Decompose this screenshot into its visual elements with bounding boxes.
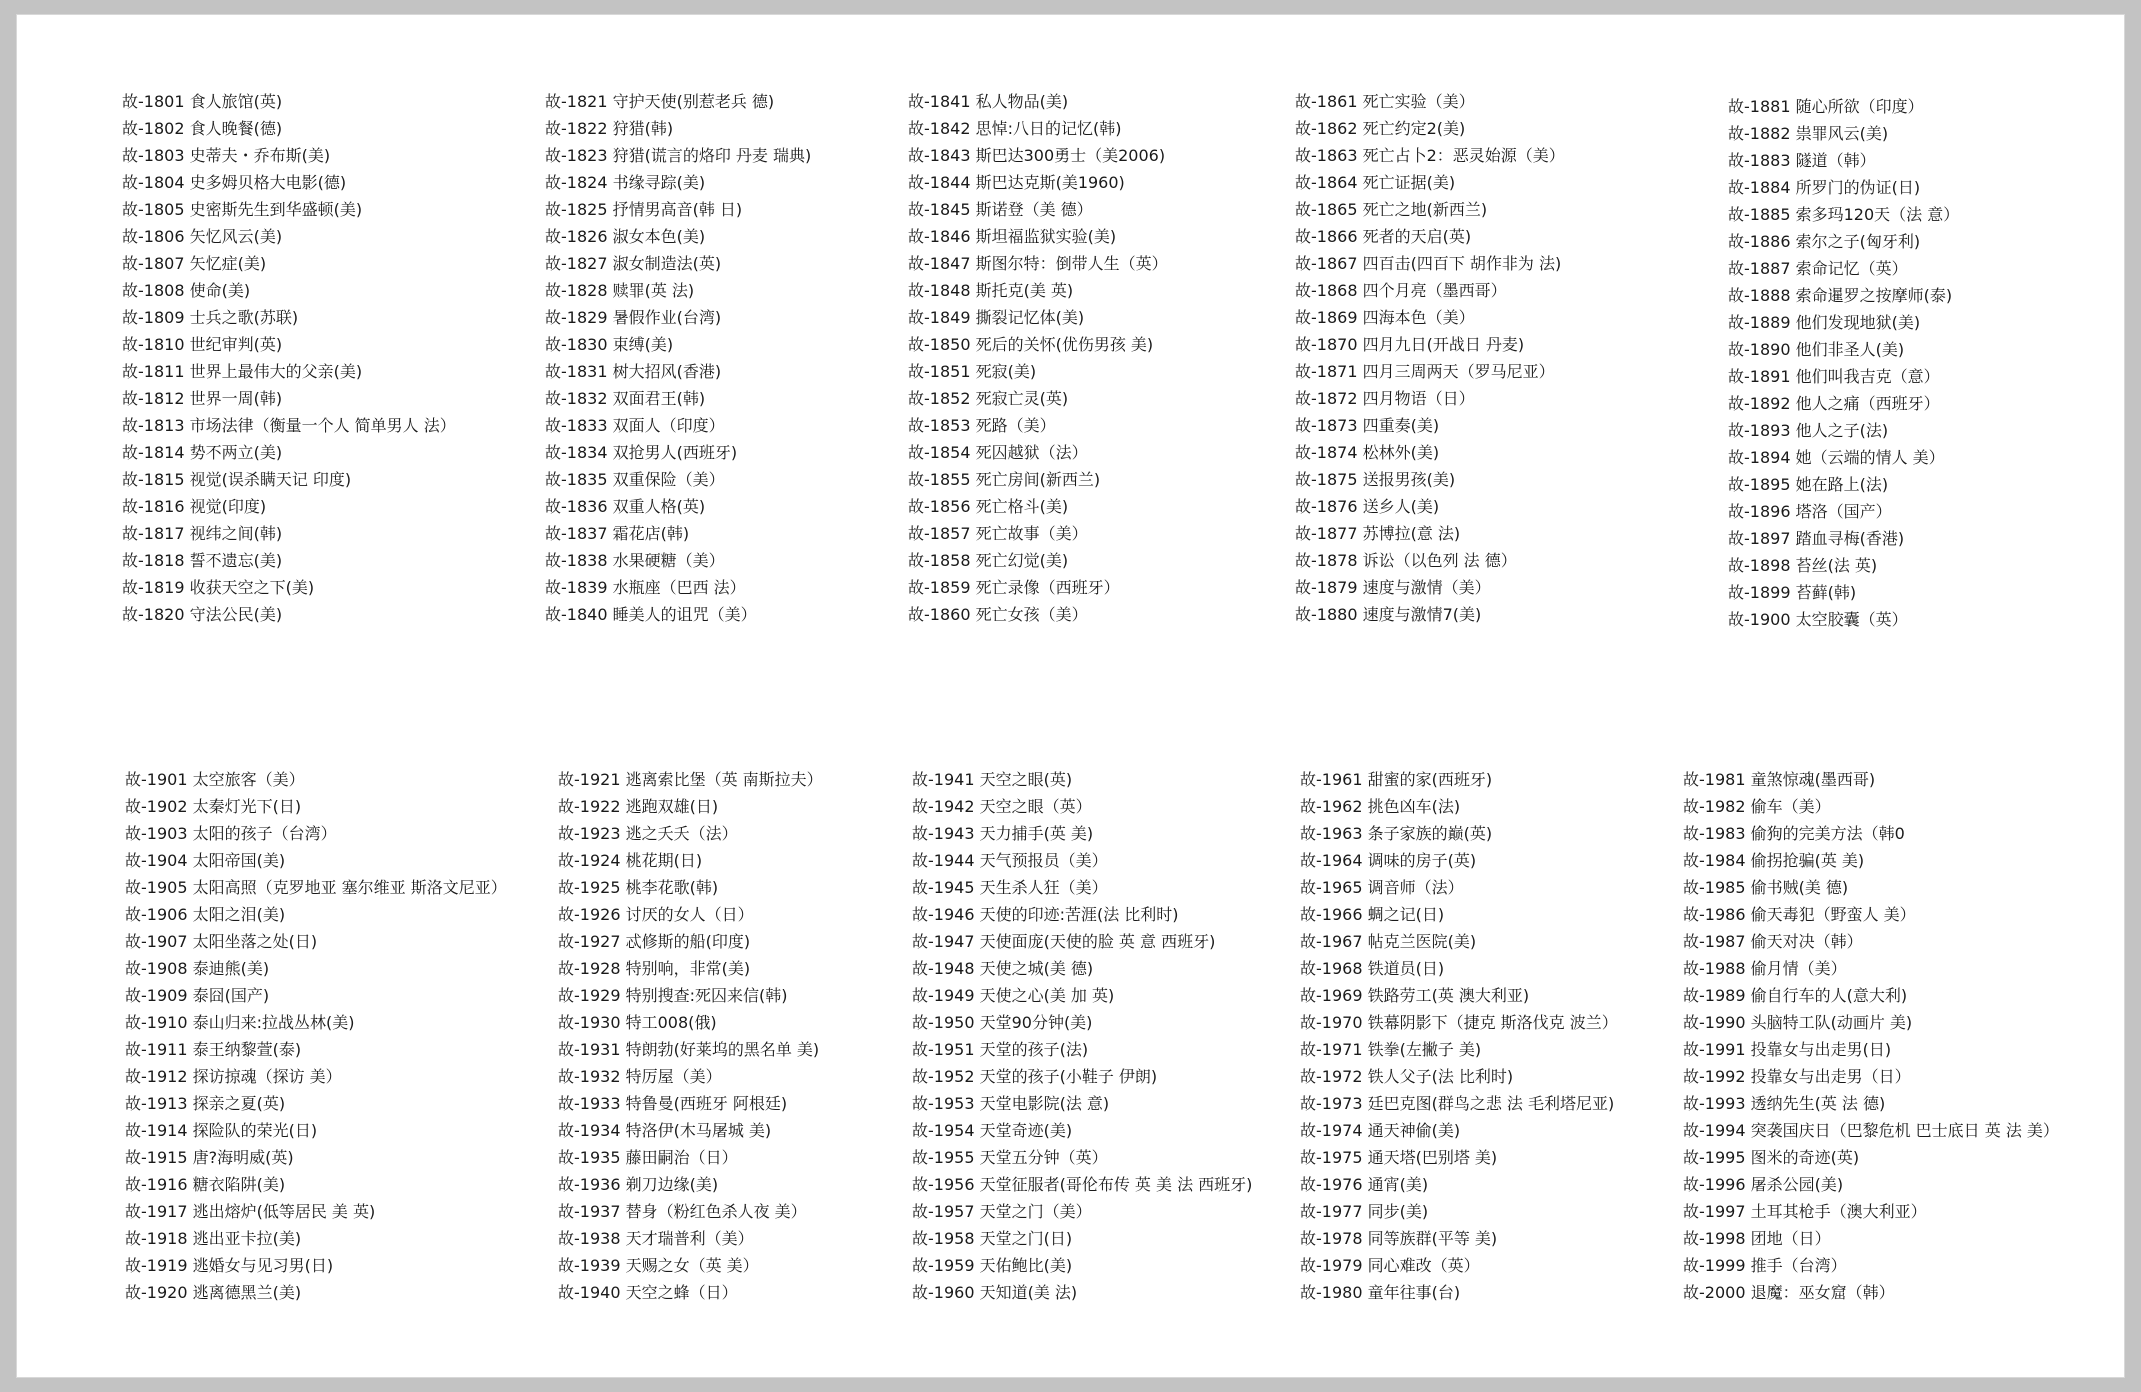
title-list-item: 故-1916 糖衣陷阱(美)	[125, 1175, 286, 1194]
title-list-item: 故-1954 天堂奇迹(美)	[912, 1121, 1073, 1140]
title-list-item: 故-1801 食人旅馆(英)	[122, 92, 283, 111]
title-list-item: 故-1972 铁人父子(法 比利时)	[1300, 1067, 1514, 1086]
title-list-item: 故-1816 视觉(印度)	[122, 497, 267, 516]
title-list-item: 故-1965 调音师（法）	[1300, 878, 1464, 897]
title-list-item: 故-1951 天堂的孩子(法)	[912, 1040, 1089, 1059]
title-list-item: 故-1861 死亡实验（美）	[1295, 92, 1475, 111]
title-list-item: 故-1863 死亡占卜2：恶灵始源（美）	[1295, 146, 1565, 165]
title-list-item: 故-1880 速度与激情7(美)	[1295, 605, 1482, 624]
title-list-item: 故-1950 天堂90分钟(美)	[912, 1013, 1093, 1032]
title-list-item: 故-1997 土耳其枪手（澳大利亚）	[1683, 1202, 1927, 1221]
title-list-item: 故-1974 通天神偷(美)	[1300, 1121, 1461, 1140]
title-list-item: 故-1895 她在路上(法)	[1728, 475, 1889, 494]
title-list-item: 故-1955 天堂五分钟（英）	[912, 1148, 1108, 1167]
title-list-item: 故-1902 太秦灯光下(日)	[125, 797, 302, 816]
title-list-item: 故-1853 死路（美）	[908, 416, 1056, 435]
title-list-item: 故-1875 送报男孩(美)	[1295, 470, 1456, 489]
title-list-column	[545, 88, 811, 628]
title-list-item: 故-1985 偷书贼(美 德)	[1683, 878, 1849, 897]
title-list-item: 故-1981 童煞惊魂(墨西哥)	[1683, 770, 1876, 789]
title-list-item: 故-1806 矢忆风云(美)	[122, 227, 283, 246]
title-list-item: 故-1991 投靠女与出走男(日)	[1683, 1040, 1892, 1059]
title-list-item: 故-1989 偷自行车的人(意大利)	[1683, 986, 1908, 1005]
title-list-item: 故-1926 讨厌的女人（日）	[558, 905, 754, 924]
title-list-item: 故-1973 廷巴克图(群鸟之悲 法 毛利塔尼亚)	[1300, 1094, 1615, 1113]
title-list-item: 故-1990 头脑特工队(动画片 美)	[1683, 1013, 1913, 1032]
title-list-column	[558, 766, 823, 1306]
title-list-item: 故-1803 史蒂夫・乔布斯(美)	[122, 146, 331, 165]
title-list-column	[912, 766, 1252, 1306]
title-list-item: 故-1845 斯诺登（美 德）	[908, 200, 1093, 219]
title-list-item: 故-1898 苔丝(法 英)	[1728, 556, 1878, 575]
title-list-item: 故-1931 特朗勃(好莱坞的黑名单 美)	[558, 1040, 820, 1059]
title-list-item: 故-1857 死亡故事（美）	[908, 524, 1088, 543]
title-list-item: 故-1910 泰山归来:拉战丛林(美)	[125, 1013, 355, 1032]
title-list-item: 故-1877 苏博拉(意 法)	[1295, 524, 1461, 543]
title-list-item: 故-1881 随心所欲（印度）	[1728, 97, 1924, 116]
title-list-item: 故-1968 铁道员(日)	[1300, 959, 1445, 978]
title-list-item: 故-1868 四个月亮（墨西哥）	[1295, 281, 1507, 300]
title-list-item: 故-1957 天堂之门（美）	[912, 1202, 1092, 1221]
title-list-item: 故-1862 死亡约定2(美)	[1295, 119, 1466, 138]
title-list-item: 故-1873 四重奏(美)	[1295, 416, 1440, 435]
title-list-item: 故-1842 思悼:八日的记忆(韩)	[908, 119, 1122, 138]
title-list-item: 故-1901 太空旅客（美）	[125, 770, 305, 789]
title-list-item: 故-1865 死亡之地(新西兰)	[1295, 200, 1488, 219]
title-list-item: 故-1836 双重人格(英)	[545, 497, 706, 516]
title-list-item: 故-1918 逃出亚卡拉(美)	[125, 1229, 302, 1248]
title-list-item: 故-1920 逃离德黑兰(美)	[125, 1283, 302, 1302]
title-list-item: 故-1940 天空之蜂（日）	[558, 1283, 738, 1302]
title-list-item: 故-1838 水果硬糖（美）	[545, 551, 725, 570]
title-list-item: 故-1812 世界一周(韩)	[122, 389, 283, 408]
title-list-item: 故-1860 死亡女孩（美）	[908, 605, 1088, 624]
title-list-item: 故-1907 太阳坐落之处(日)	[125, 932, 318, 951]
title-list-item: 故-1969 铁路劳工(英 澳大利亚)	[1300, 986, 1530, 1005]
title-list-item: 故-1827 淑女制造法(英)	[545, 254, 722, 273]
title-list-column	[1683, 766, 2059, 1306]
title-list-item: 故-1886 索尔之子(匈牙利)	[1728, 232, 1921, 251]
title-list-item: 故-1964 调味的房子(英)	[1300, 851, 1477, 870]
title-list-item: 故-1883 隧道（韩）	[1728, 151, 1876, 170]
title-list-item: 故-1936 剃刀边缘(美)	[558, 1175, 719, 1194]
title-list-item: 故-1912 探访掠魂（探访 美）	[125, 1067, 342, 1086]
title-list-item: 故-1947 天使面庞(天使的脸 英 意 西班牙)	[912, 932, 1216, 951]
title-list-item: 故-1831 树大招风(香港)	[545, 362, 722, 381]
title-list-item: 故-1963 条子家族的巅(英)	[1300, 824, 1493, 843]
title-list-item: 故-1987 偷天对决（韩）	[1683, 932, 1863, 951]
title-list-item: 故-1884 所罗门的伪证(日)	[1728, 178, 1921, 197]
title-list-item: 故-1930 特工008(俄)	[558, 1013, 717, 1032]
title-list-item: 故-1935 藤田嗣治（日）	[558, 1148, 738, 1167]
title-list-item: 故-1919 逃婚女与见习男(日)	[125, 1256, 334, 1275]
title-list-item: 故-1834 双抢男人(西班牙)	[545, 443, 738, 462]
title-list-item: 故-1942 天空之眼（英）	[912, 797, 1092, 816]
title-list-item: 故-1961 甜蜜的家(西班牙)	[1300, 770, 1493, 789]
title-list-column	[125, 766, 507, 1306]
title-list-item: 故-1874 松林外(美)	[1295, 443, 1440, 462]
title-list-item: 故-1953 天堂电影院(法 意)	[912, 1094, 1110, 1113]
title-list-item: 故-1975 通天塔(巴别塔 美)	[1300, 1148, 1498, 1167]
title-list-item: 故-1976 通宵(美)	[1300, 1175, 1429, 1194]
title-list-item: 故-1978 同等族群(平等 美)	[1300, 1229, 1498, 1248]
title-list-item: 故-1832 双面君王(韩)	[545, 389, 706, 408]
title-list-item: 故-1807 矢忆症(美)	[122, 254, 267, 273]
title-list-item: 故-1971 铁拳(左撇子 美)	[1300, 1040, 1482, 1059]
title-list-item: 故-1915 唐?海明威(英)	[125, 1148, 294, 1167]
title-list-item: 故-1894 她（云端的情人 美）	[1728, 448, 1945, 467]
title-list-item: 故-1849 撕裂记忆体(美)	[908, 308, 1085, 327]
title-list-item: 故-1928 特别响，非常(美)	[558, 959, 751, 978]
title-list-item: 故-1896 塔洛（国产）	[1728, 502, 1892, 521]
title-list-item: 故-1929 特别搜查:死囚来信(韩)	[558, 986, 788, 1005]
title-list-item: 故-1841 私人物品(美)	[908, 92, 1069, 111]
title-list-item: 故-1889 他们发现地狱(美)	[1728, 313, 1921, 332]
title-list-item: 故-1855 死亡房间(新西兰)	[908, 470, 1101, 489]
title-list-item: 故-1911 泰王纳黎萱(泰)	[125, 1040, 302, 1059]
title-list-item: 故-1847 斯图尔特：倒带人生（英）	[908, 254, 1168, 273]
title-list-item: 故-1908 泰迪熊(美)	[125, 959, 270, 978]
title-list-item: 故-1814 势不两立(美)	[122, 443, 283, 462]
title-list-item: 故-1893 他人之子(法)	[1728, 421, 1889, 440]
title-list-item: 故-1809 士兵之歌(苏联)	[122, 308, 299, 327]
title-list-item: 故-1839 水瓶座（巴西 法）	[545, 578, 746, 597]
title-list-column	[122, 88, 456, 628]
title-list-item: 故-1939 天赐之女（英 美）	[558, 1256, 759, 1275]
title-list-item: 故-1921 逃离索比堡（英 南斯拉夫）	[558, 770, 823, 789]
title-list-item: 故-1917 逃出熔炉(低等居民 美 英)	[125, 1202, 376, 1221]
title-list-item: 故-1903 太阳的孩子（台湾）	[125, 824, 337, 843]
title-list-item: 故-1885 索多玛120天（法 意）	[1728, 205, 1960, 224]
title-list-item: 故-1993 透纳先生(英 法 德)	[1683, 1094, 1886, 1113]
title-list-item: 故-1867 四百击(四百下 胡作非为 法)	[1295, 254, 1562, 273]
title-list-item: 故-1851 死寂(美)	[908, 362, 1037, 381]
title-list-item: 故-1846 斯坦福监狱实验(美)	[908, 227, 1117, 246]
title-list-item: 故-1802 食人晚餐(德)	[122, 119, 283, 138]
title-list-item: 故-1856 死亡格斗(美)	[908, 497, 1069, 516]
title-list-item: 故-1871 四月三周两天（罗马尼亚）	[1295, 362, 1555, 381]
title-list-item: 故-1905 太阳高照（克罗地亚 塞尔维亚 斯洛文尼亚）	[125, 878, 507, 897]
title-list-item: 故-1843 斯巴达300勇士（美2006)	[908, 146, 1166, 165]
title-list-item: 故-1958 天堂之门(日)	[912, 1229, 1073, 1248]
title-list-item: 故-1866 死者的天启(英)	[1295, 227, 1472, 246]
title-list-item: 故-1837 霜花店(韩)	[545, 524, 690, 543]
title-list-item: 故-1960 天知道(美 法)	[912, 1283, 1078, 1302]
title-list-item: 故-1852 死寂亡灵(英)	[908, 389, 1069, 408]
title-list-item: 故-1979 同心难改（英）	[1300, 1256, 1480, 1275]
title-list-item: 故-1938 天才瑞普利（美）	[558, 1229, 754, 1248]
title-list-item: 故-1892 他人之痛（西班牙）	[1728, 394, 1940, 413]
title-list-item: 故-1804 史多姆贝格大电影(德)	[122, 173, 347, 192]
title-list-item: 故-1815 视觉(误杀瞒天记 印度)	[122, 470, 352, 489]
title-list-item: 故-1810 世纪审判(英)	[122, 335, 283, 354]
title-list-item: 故-1820 守法公民(美)	[122, 605, 283, 624]
document-page	[16, 14, 2125, 1378]
title-list-item: 故-1977 同步(美)	[1300, 1202, 1429, 1221]
title-list-item: 故-1829 暑假作业(台湾)	[545, 308, 722, 327]
title-list-item: 故-1941 天空之眼(英)	[912, 770, 1073, 789]
title-list-item: 故-1988 偷月情（美）	[1683, 959, 1847, 978]
title-list-item: 故-1879 速度与激情（美）	[1295, 578, 1491, 597]
title-list-item: 故-1876 送乡人(美)	[1295, 497, 1440, 516]
title-list-item: 故-1933 特鲁曼(西班牙 阿根廷)	[558, 1094, 788, 1113]
title-list-item: 故-1996 屠杀公园(美)	[1683, 1175, 1844, 1194]
title-list-item: 故-1897 踏血寻梅(香港)	[1728, 529, 1905, 548]
title-list-item: 故-1946 天使的印迹:苦涯(法 比利时)	[912, 905, 1179, 924]
title-list-item: 故-1808 使命(美)	[122, 281, 251, 300]
title-list-item: 故-1823 狩猎(谎言的烙印 丹麦 瑞典)	[545, 146, 812, 165]
title-list-item: 故-1962 挑色凶车(法)	[1300, 797, 1461, 816]
title-list-item: 故-1966 蜩之记(日)	[1300, 905, 1445, 924]
title-list-item: 故-1932 特厉屋（美）	[558, 1067, 722, 1086]
title-list-item: 故-1998 团地（日）	[1683, 1229, 1831, 1248]
title-list-item: 故-1949 天使之心(美 加 英)	[912, 986, 1115, 1005]
title-list-item: 故-1888 索命暹罗之按摩师(泰)	[1728, 286, 1953, 305]
title-list-item: 故-1956 天堂征服者(哥伦布传 英 美 法 西班牙)	[912, 1175, 1253, 1194]
title-list-item: 故-1970 铁幕阴影下（捷克 斯洛伐克 波兰）	[1300, 1013, 1618, 1032]
title-list-item: 故-1817 视纬之间(韩)	[122, 524, 283, 543]
title-list-item: 故-1967 帖克兰医院(美)	[1300, 932, 1477, 951]
title-list-item: 故-1805 史密斯先生到华盛顿(美)	[122, 200, 363, 219]
title-list-item: 故-1906 太阳之泪(美)	[125, 905, 286, 924]
title-list-item: 故-1819 收获天空之下(美)	[122, 578, 315, 597]
title-list-item: 故-1833 双面人（印度）	[545, 416, 725, 435]
title-list-column	[1300, 766, 1618, 1306]
title-list-item: 故-1900 太空胶囊（英）	[1728, 610, 1908, 629]
title-list-item: 故-1813 市场法律（衡量一个人 简单男人 法）	[122, 416, 456, 435]
title-list-item: 故-1825 抒情男高音(韩 日)	[545, 200, 743, 219]
title-list-item: 故-1869 四海本色（美）	[1295, 308, 1475, 327]
title-list-item: 故-1850 死后的关怀(优伤男孩 美)	[908, 335, 1154, 354]
title-list-item: 故-1882 祟罪风云(美)	[1728, 124, 1889, 143]
title-list-item: 故-1999 推手（台湾）	[1683, 1256, 1847, 1275]
title-list-item: 故-1822 狩猎(韩)	[545, 119, 674, 138]
title-list-item: 故-2000 退魔：巫女窟（韩）	[1683, 1283, 1895, 1302]
title-list-item: 故-1824 书缘寻踪(美)	[545, 173, 706, 192]
title-list-item: 故-1992 投靠女与出走男（日）	[1683, 1067, 1911, 1086]
title-list-item: 故-1924 桃花期(日)	[558, 851, 703, 870]
title-list-item: 故-1864 死亡证据(美)	[1295, 173, 1456, 192]
title-list-item: 故-1948 天使之城(美 德)	[912, 959, 1094, 978]
title-list-item: 故-1925 桃李花歌(韩)	[558, 878, 719, 897]
title-list-item: 故-1904 太阳帝国(美)	[125, 851, 286, 870]
title-list-item: 故-1890 他们非圣人(美)	[1728, 340, 1905, 359]
title-list-item: 故-1944 天气预报员（美）	[912, 851, 1108, 870]
title-list-item: 故-1858 死亡幻觉(美)	[908, 551, 1069, 570]
title-list-item: 故-1995 图米的奇迹(英)	[1683, 1148, 1860, 1167]
title-list-item: 故-1811 世界上最伟大的父亲(美)	[122, 362, 363, 381]
title-list-item: 故-1878 诉讼（以色列 法 德）	[1295, 551, 1517, 570]
title-list-item: 故-1887 索命记忆（英）	[1728, 259, 1908, 278]
title-list-item: 故-1913 探亲之夏(英)	[125, 1094, 286, 1113]
title-list-item: 故-1826 淑女本色(美)	[545, 227, 706, 246]
title-list-item: 故-1980 童年往事(台)	[1300, 1283, 1461, 1302]
title-list-item: 故-1909 泰囧(国产)	[125, 986, 270, 1005]
title-list-item: 故-1872 四月物语（日）	[1295, 389, 1475, 408]
title-list-item: 故-1984 偷拐抢骗(英 美)	[1683, 851, 1865, 870]
title-list-column	[1728, 93, 1959, 633]
title-list-item: 故-1848 斯托克(美 英)	[908, 281, 1074, 300]
title-list-item: 故-1828 赎罪(英 法)	[545, 281, 695, 300]
title-list-item: 故-1859 死亡录像（西班牙）	[908, 578, 1120, 597]
title-list-item: 故-1959 天佑鲍比(美)	[912, 1256, 1073, 1275]
title-list-item: 故-1840 睡美人的诅咒（美）	[545, 605, 757, 624]
title-list-item: 故-1922 逃跑双雄(日)	[558, 797, 719, 816]
title-list-item: 故-1952 天堂的孩子(小鞋子 伊朗)	[912, 1067, 1158, 1086]
title-list-item: 故-1914 探险队的荣光(日)	[125, 1121, 318, 1140]
title-list-item: 故-1923 逃之夭夭（法）	[558, 824, 738, 843]
title-list-item: 故-1994 突袭国庆日（巴黎危机 巴士底日 英 法 美）	[1683, 1121, 2059, 1140]
title-list-item: 故-1943 天力捕手(英 美)	[912, 824, 1094, 843]
title-list-item: 故-1821 守护天使(别惹老兵 德)	[545, 92, 775, 111]
title-list-item: 故-1983 偷狗的完美方法（韩0	[1683, 824, 1905, 843]
title-list-item: 故-1945 天生杀人狂（美）	[912, 878, 1108, 897]
title-list-item: 故-1870 四月九日(开战日 丹麦)	[1295, 335, 1525, 354]
title-list-column	[908, 88, 1168, 628]
title-list-item: 故-1982 偷车（美）	[1683, 797, 1831, 816]
title-list-item: 故-1835 双重保险（美）	[545, 470, 725, 489]
title-list-item: 故-1937 替身（粉红色杀人夜 美）	[558, 1202, 807, 1221]
title-list-column	[1295, 88, 1565, 628]
title-list-item: 故-1934 特洛伊(木马屠城 美)	[558, 1121, 772, 1140]
title-list-item: 故-1830 束缚(美)	[545, 335, 674, 354]
title-list-item: 故-1854 死囚越狱（法）	[908, 443, 1088, 462]
title-list-item: 故-1844 斯巴达克斯(美1960)	[908, 173, 1125, 192]
title-list-item: 故-1818 誓不遗忘(美)	[122, 551, 283, 570]
title-list-item: 故-1891 他们叫我吉克（意）	[1728, 367, 1940, 386]
title-list-item: 故-1899 苔藓(韩)	[1728, 583, 1857, 602]
title-list-item: 故-1927 忒修斯的船(印度)	[558, 932, 751, 951]
title-list-item: 故-1986 偷天毒犯（野蛮人 美）	[1683, 905, 1916, 924]
